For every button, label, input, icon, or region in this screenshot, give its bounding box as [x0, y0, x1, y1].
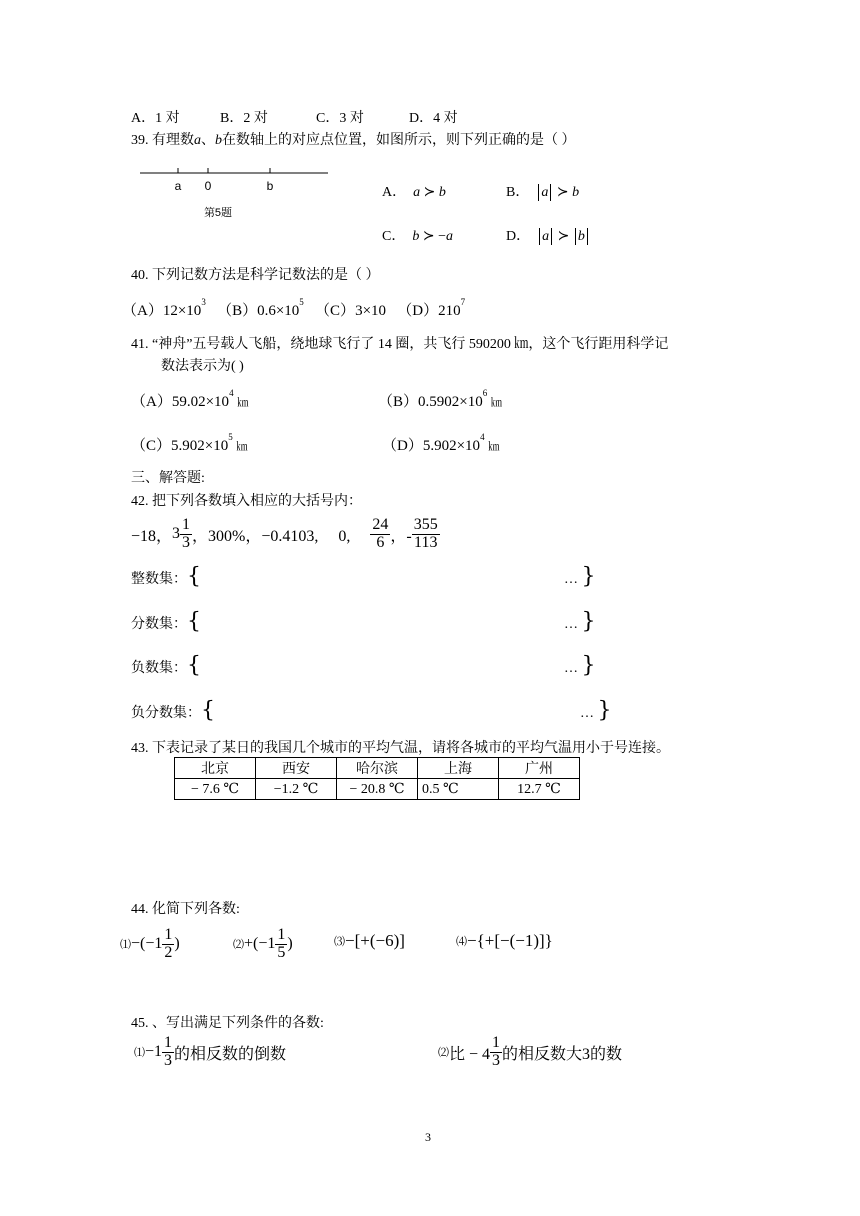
q38-option-b: B．2 对: [220, 111, 268, 126]
set-negative-fraction: 负分数集：{: [131, 698, 215, 723]
q43-question: 43. 下表记录了某日的我国几个城市的平均气温，请将各城市的平均气温用小于号连接。: [131, 741, 670, 756]
section-heading: 三、解答题:: [131, 471, 205, 486]
q41-option-a: $(A)59.02\times 10^4$ ㎞: [131, 388, 249, 410]
table-cell: − 7.6 ℃: [175, 779, 256, 800]
table-cell: 北京: [175, 758, 256, 779]
q38-option-c: C．3 对: [316, 111, 364, 126]
temperature-table: [174, 757, 580, 800]
table-cell: 西安: [256, 758, 337, 779]
set-negative-fraction-end: … }: [580, 698, 612, 723]
number-line-figure: [138, 162, 334, 222]
q44-part-2: ⑵ +(−1 $\frac{1}{5}$ ): [233, 925, 293, 961]
set-integer: 整数集：{: [131, 564, 201, 589]
set-integer-end: … }: [564, 564, 596, 589]
set-negative: 负数集：{: [131, 653, 201, 678]
q45-question: 45. 、写出满足下列条件的各数:: [131, 1016, 324, 1031]
axis-label-a: a: [174, 179, 182, 193]
fraction-3-1-3: $\frac{1}{3}$: [182, 515, 191, 551]
table-row: [175, 779, 580, 800]
fraction-24-6: $\frac{24}{6}$: [372, 515, 389, 551]
table-cell: − 20.8 ℃: [337, 779, 418, 800]
table-cell: 12.7 ℃: [499, 779, 580, 800]
table-cell: 哈尔滨: [337, 758, 418, 779]
q44-part-3: ⑶ −[+(−6)]: [334, 931, 405, 950]
q40-options: $(A)12\times 10^3$ $(B)0.6\times 10^5$ （C）3×10 $(D)210^7$: [122, 297, 466, 319]
q38-option-d: D．4 对: [409, 111, 458, 126]
q41-question-line2: 数法表示为( ): [161, 359, 244, 374]
q44-part-1: ⑴ −(−1 $\frac{1}{2}$ ): [120, 925, 180, 961]
q44-question: 44. 化简下列各数:: [131, 902, 240, 917]
q41-option-b: $(B)0.5902\times 10^6$ ㎞: [378, 388, 502, 410]
q40-question: 40. 下列记数方法是科学记数法的是（ ）: [131, 268, 380, 283]
q41-question-line1: 41. “神舟”五号载人飞船，绕地球飞行了 14 圈，共飞行 590200 ㎞，这个飞行距用科学记: [131, 337, 669, 352]
q41-option-d: $(D)5.902\times 10^4$ ㎞: [382, 432, 500, 454]
q38-option-a: A．1 对: [131, 111, 180, 126]
set-fraction: 分数集：{: [131, 609, 201, 634]
q42-question: 42. 把下列各数填入相应的大括号内：: [131, 494, 362, 509]
q45-part-1: ⑴ −1 $\frac{1}{3}$ 的相反数的倒数: [134, 1033, 287, 1069]
q39-option-c: C． b ≻ −a: [382, 229, 453, 244]
table-row: [175, 758, 580, 779]
table-cell: 广州: [499, 758, 580, 779]
q45-part-2: ⑵ 比 − 4 $\frac{1}{3}$ 的相反数大3的数: [438, 1033, 623, 1069]
table-cell: 上海: [418, 758, 499, 779]
figure-caption: 第5题: [203, 207, 233, 219]
axis-label-0: 0: [204, 179, 212, 193]
q44-part-4: ⑷ −{+[−(−1)]}: [456, 931, 553, 950]
q39-option-a: A． a ≻ b: [382, 185, 446, 200]
fraction-355-113: $\frac{355}{113}$: [413, 515, 438, 551]
table-cell: 0.5 ℃: [418, 779, 499, 800]
q39-option-d: D． a ≻ b: [506, 225, 590, 245]
axis-label-b: b: [266, 179, 274, 193]
set-negative-end: … }: [564, 653, 596, 678]
table-cell: −1.2 ℃: [256, 779, 337, 800]
q41-option-c: $(C)5.902\times 10^5$ ㎞: [131, 432, 248, 454]
page-number: 3: [425, 1130, 431, 1144]
q39-question: 39. 有理数a、b在数轴上的对应点位置，如图所示，则下列正确的是（ ）: [131, 133, 576, 148]
q39-option-b: B． a ≻ b: [506, 185, 580, 200]
set-fraction-end: … }: [564, 609, 596, 634]
q42-number-list: −18， 3 $\frac{1}{3}$ ，300%，−0.4103, 0, $\frac{24}{6}$ ，- $\frac{355}{113}$: [131, 515, 438, 551]
